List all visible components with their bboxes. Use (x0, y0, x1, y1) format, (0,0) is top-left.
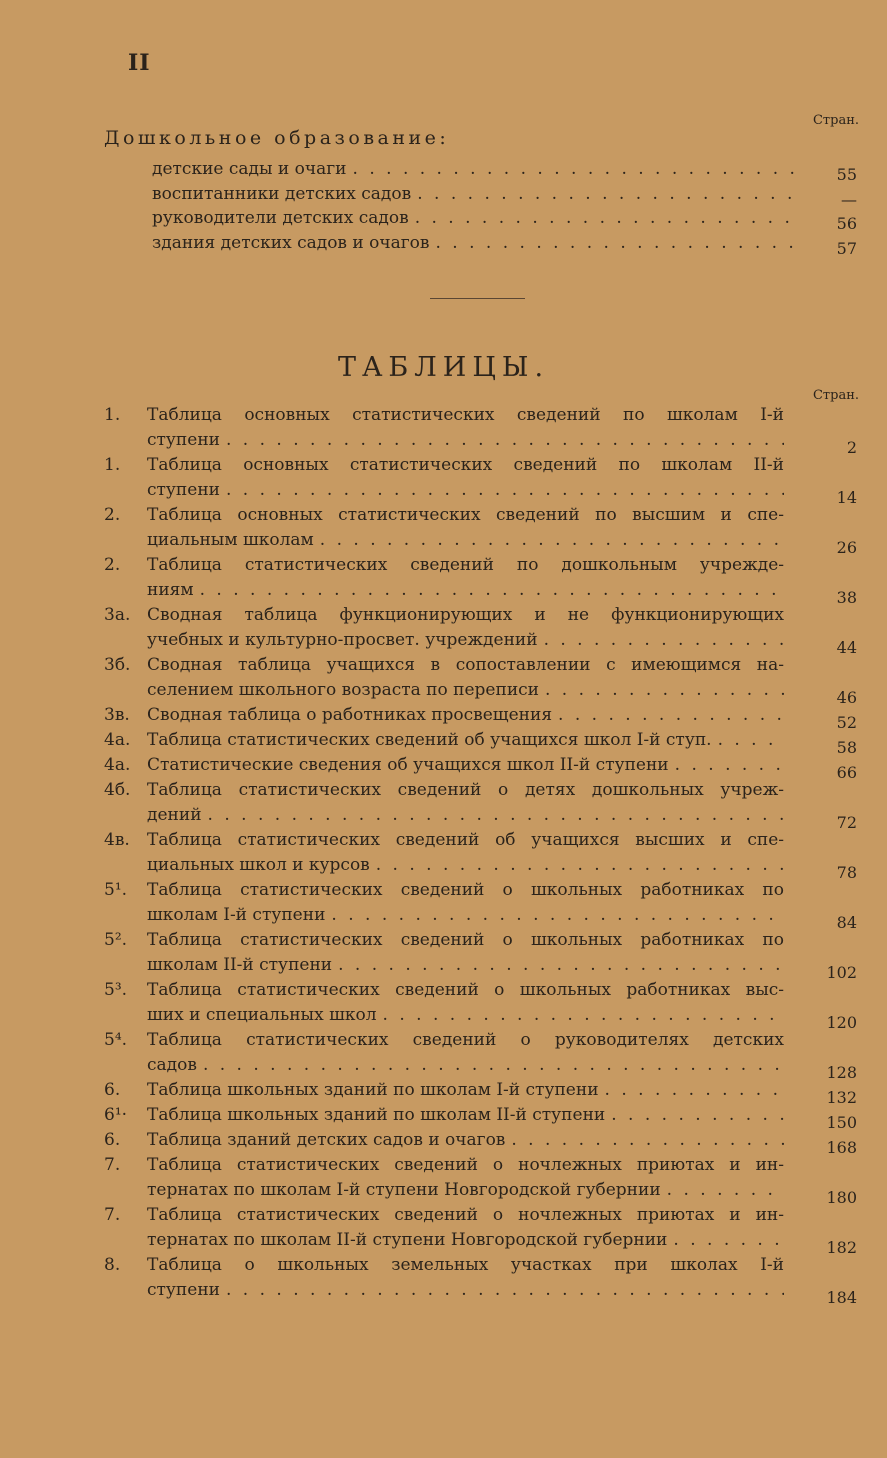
toc-entry-last-line: Таблица статистических сведений об учащихся школ I-й ступ. (147, 730, 712, 750)
toc-entry (104, 828, 857, 882)
preschool-list (152, 157, 857, 258)
toc-entry (104, 1153, 857, 1207)
toc-entry-last-line: школам I-й ступени (147, 905, 326, 925)
toc-entry-number: 4а. (104, 730, 131, 750)
dot-leader (673, 1228, 784, 1253)
toc-entry-page: 168 (826, 1138, 857, 1157)
toc-entry (104, 878, 857, 932)
dot-leader (226, 428, 784, 453)
toc-entry-last-line: селением школьного возраста по переписи (147, 680, 539, 700)
toc-entry-page: 14 (836, 488, 857, 507)
toc-entry-page: 128 (826, 1063, 857, 1082)
toc-entry-first-line: Таблица статистических сведений о руководителях детских (147, 1030, 784, 1050)
toc-entry-page: 66 (836, 763, 857, 782)
dot-leader (338, 953, 784, 978)
toc-entry-first-line: Сводная таблица функционирующих и не функционирующих (147, 605, 784, 625)
toc-entry-number: 3а. (104, 605, 131, 625)
toc-entry-page: 102 (826, 963, 857, 982)
toc-entry-first-line: Таблица статистических сведений о ночлежных приютах и ин- (147, 1205, 784, 1225)
toc-entry (104, 728, 857, 757)
tables-column-header: Стран. (812, 388, 859, 403)
dot-leader (667, 1178, 784, 1203)
preschool-item (152, 157, 857, 182)
toc-entry-last-line: ступени (147, 480, 220, 500)
toc-entry (104, 603, 857, 657)
dot-leader (435, 231, 797, 255)
toc-entry-page: 84 (836, 913, 857, 932)
toc-entry-last-line: ступени (147, 1280, 220, 1300)
toc-entry-last-line: садов (147, 1055, 197, 1075)
toc-entry-page: 38 (836, 588, 857, 607)
dot-leader (376, 853, 784, 878)
toc-entry (104, 1078, 857, 1107)
toc-entry-first-line: Таблица статистических сведений о ночлежных приютах и ин- (147, 1155, 784, 1175)
preschool-item-page: 55 (836, 165, 857, 184)
toc-entry-last-line: Таблица школьных зданий по школам II-й ступени (147, 1105, 606, 1125)
toc-entry-last-line: Таблица школьных зданий по школам I-й ступени (147, 1080, 599, 1100)
toc-entry (104, 653, 857, 707)
toc-entry-number: 7. (104, 1205, 121, 1225)
toc-entry (104, 778, 857, 832)
toc-entry-number: 4б. (104, 780, 131, 800)
preschool-item-text: воспитанники детских садов (152, 183, 412, 204)
dot-leader (611, 1103, 784, 1128)
preschool-item-page: — (841, 189, 857, 209)
toc-entry-page: 58 (836, 738, 857, 757)
toc-entry-last-line: тернатах по школам I-й ступени Новгородской губернии (147, 1180, 661, 1200)
toc-entry-last-line: циальным школам (147, 530, 314, 550)
page-number: II (128, 50, 151, 76)
toc-entry-first-line: Таблица основных статистических сведений по школам I-й (147, 405, 784, 425)
preschool-item-text: детские сады и очаги (152, 159, 347, 179)
toc-entry-page: 26 (836, 538, 857, 557)
toc-entry-last-line: дений (147, 805, 202, 825)
preschool-item (152, 182, 857, 207)
toc-entry-number: 5². (104, 930, 128, 950)
toc-entry-page: 52 (836, 713, 857, 732)
divider (430, 298, 525, 299)
toc-entry-page: 46 (836, 688, 857, 707)
dot-leader (203, 1053, 784, 1078)
toc-entry-first-line: Таблица статистических сведений об учащихся высших и спе- (147, 830, 784, 850)
preschool-item-page: 57 (836, 238, 857, 258)
toc-entry-page: 120 (826, 1013, 857, 1032)
toc-entry-page: 78 (836, 863, 857, 882)
dot-leader (383, 1003, 784, 1028)
toc-entry-last-line: Таблица зданий детских садов и очагов (147, 1130, 506, 1150)
toc-entry-first-line: Таблица статистических сведений о школьных работниках выс- (147, 980, 784, 1000)
toc-entry (104, 453, 857, 507)
toc-entry (104, 1103, 857, 1132)
page-column-header: Стран. (812, 113, 859, 128)
tables-title: ТАБЛИЦЫ. (337, 352, 550, 383)
toc-entry-number: 1. (104, 455, 121, 475)
toc-entry-first-line: Таблица основных статистических сведений по школам II-й (147, 455, 784, 475)
dot-leader (545, 678, 784, 703)
toc-entry-page: 2 (846, 438, 857, 457)
toc-entry (104, 1203, 857, 1257)
toc-entry-number: 5¹. (104, 880, 128, 900)
toc-entry-number: 6. (104, 1080, 121, 1100)
toc-entry-number: 7. (104, 1155, 121, 1175)
toc-entry-number: 6. (104, 1130, 121, 1150)
toc-entry-number: 2. (104, 555, 121, 575)
toc-entry-first-line: Таблица статистических сведений по дошкольным учрежде- (147, 555, 784, 575)
tables-toc-list (104, 403, 857, 1307)
dot-leader (675, 753, 784, 778)
toc-entry (104, 1128, 857, 1157)
toc-entry-number: 8. (104, 1255, 121, 1275)
dot-leader (718, 728, 784, 753)
dot-leader (415, 206, 797, 230)
dot-leader (605, 1078, 784, 1103)
toc-entry-last-line: тернатах по школам II-й ступени Новгородской губернии (147, 1230, 668, 1250)
dot-leader (200, 578, 784, 603)
toc-entry (104, 1253, 857, 1307)
toc-entry-last-line: циальных школ и курсов (147, 855, 370, 875)
dot-leader (320, 528, 784, 553)
toc-entry-number: 5³. (104, 980, 128, 1000)
toc-entry-last-line: учебных и культурно-просвет. учреждений (147, 630, 538, 650)
toc-entry-first-line: Таблица статистических сведений о детях дошкольных учреж- (147, 780, 784, 800)
toc-entry (104, 703, 857, 732)
toc-entry-number: 4а. (104, 755, 131, 775)
toc-entry-page: 150 (826, 1113, 857, 1132)
toc-entry-number: 2. (104, 505, 121, 525)
toc-entry-page: 44 (836, 638, 857, 657)
toc-entry-number: 3б. (104, 655, 131, 675)
dot-leader (544, 628, 784, 653)
toc-entry-last-line: Статистические сведения об учащихся школ II-й ступени (147, 755, 669, 775)
toc-entry (104, 503, 857, 557)
toc-entry-first-line: Таблица статистических сведений о школьных работниках по (147, 930, 784, 950)
toc-entry-last-line: ниям (147, 580, 194, 600)
dot-leader (558, 703, 784, 728)
toc-entry-last-line: Сводная таблица о работниках просвещения (147, 705, 553, 725)
toc-entry-page: 132 (826, 1088, 857, 1107)
dot-leader (353, 157, 797, 181)
toc-entry (104, 978, 857, 1032)
toc-entry (104, 928, 857, 982)
toc-entry-page: 72 (836, 813, 857, 832)
toc-entry-number: 6¹· (104, 1105, 128, 1125)
toc-entry-number: 5⁴. (104, 1030, 128, 1050)
toc-entry-number: 1. (104, 405, 121, 425)
toc-entry (104, 753, 857, 782)
dot-leader (417, 182, 797, 206)
toc-entry-page: 180 (826, 1188, 857, 1207)
preschool-section-title: Дошкольное образование: (104, 127, 450, 149)
toc-entry (104, 403, 857, 457)
toc-entry (104, 553, 857, 607)
dot-leader (208, 803, 784, 828)
toc-entry-last-line: школам II-й ступени (147, 955, 333, 975)
toc-entry-page: 184 (826, 1288, 857, 1307)
toc-entry-page: 182 (826, 1238, 857, 1257)
preschool-item (152, 231, 857, 256)
toc-entry-number: 4в. (104, 830, 130, 850)
toc-entry-last-line: ших и специальных школ (147, 1005, 377, 1025)
dot-leader (226, 1278, 784, 1303)
toc-entry-first-line: Сводная таблица учащихся в сопоставлении с имеющимся на- (147, 655, 784, 675)
toc-entry (104, 1028, 857, 1082)
toc-entry-first-line: Таблица статистических сведений о школьных работниках по (147, 880, 784, 900)
preschool-item-text: руководители детских садов (152, 208, 409, 228)
toc-entry-last-line: ступени (147, 430, 220, 450)
preschool-item-page: 56 (836, 214, 857, 233)
toc-entry-first-line: Таблица о школьных земельных участках при школах I-й (147, 1255, 784, 1275)
toc-entry-first-line: Таблица основных статистических сведений по высшим и спе- (147, 505, 784, 525)
dot-leader (226, 478, 784, 503)
preschool-item-text: здания детских садов и очагов (152, 232, 430, 253)
preschool-item (152, 206, 857, 231)
dot-leader (331, 903, 784, 928)
toc-entry-number: 3в. (104, 705, 130, 725)
dot-leader (511, 1128, 784, 1153)
